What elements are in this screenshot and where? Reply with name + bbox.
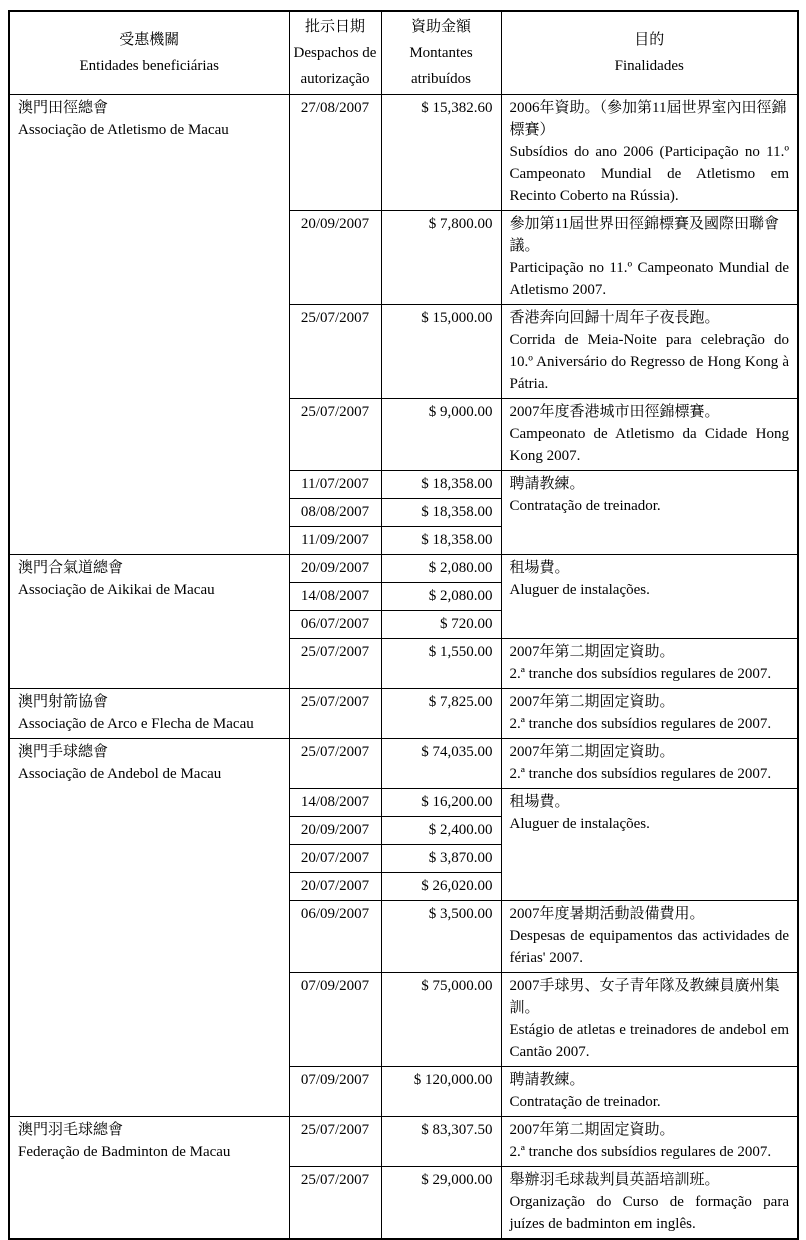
amount-cell: $ 16,200.00 [381, 789, 501, 817]
authorization-date-cell: 11/09/2007 [289, 527, 381, 555]
authorization-date-cell: 20/09/2007 [289, 211, 381, 305]
purpose-cell [501, 399, 798, 471]
header-purposes [501, 11, 798, 95]
table-header [9, 11, 798, 95]
header-entities [9, 11, 289, 95]
authorization-date-cell: 20/07/2007 [289, 873, 381, 901]
header-amounts-zh: 資助金額 [410, 19, 471, 35]
purpose-pt: 2.ª tranche dos subsídios regulares de 2007. [509, 716, 772, 732]
purpose-pt: Contratação de treinador. [509, 498, 661, 514]
authorization-date-cell: 07/09/2007 [289, 1067, 381, 1117]
purpose-pt: Subsídios do ano 2006 (Participação no 11.º Campeonato Mundial de Atletismo em Recinto Coberto na Rússia). [509, 144, 789, 204]
authorization-date-cell: 20/07/2007 [289, 845, 381, 873]
amount-cell: $ 18,358.00 [381, 471, 501, 499]
header-amounts-pt: Montantes atribuídos [409, 45, 473, 87]
purpose-pt: Corrida de Meia-Noite para celebração do 10.º Aniversário do Regresso de Hong Kong à Pátria. [509, 332, 789, 392]
authorization-date-cell: 25/07/2007 [289, 305, 381, 399]
purpose-zh: 2007年第二期固定資助。 [509, 694, 675, 710]
purpose-zh: 參加第11屆世界田徑錦標賽及國際田聯會議。 [509, 216, 779, 254]
purpose-cell [501, 1117, 798, 1167]
purpose-cell [501, 789, 798, 901]
purpose-zh: 舉辦羽毛球裁判員英語培訓班。 [509, 1172, 720, 1188]
purpose-cell [501, 639, 798, 689]
authorization-date-cell: 25/07/2007 [289, 689, 381, 739]
authorization-date-cell: 08/08/2007 [289, 499, 381, 527]
amount-cell: $ 15,000.00 [381, 305, 501, 399]
purpose-cell [501, 1067, 798, 1117]
entity-name-zh: 澳門田徑總會 [18, 100, 109, 116]
authorization-date-cell: 25/07/2007 [289, 1167, 381, 1240]
amount-cell: $ 83,307.50 [381, 1117, 501, 1167]
amount-cell: $ 120,000.00 [381, 1067, 501, 1117]
table-body [9, 95, 798, 1240]
purpose-pt: Aluguer de instalações. [509, 816, 650, 832]
purpose-zh: 2007年度暑期活動設備費用。 [509, 906, 705, 922]
authorization-date-cell: 11/07/2007 [289, 471, 381, 499]
purpose-pt: Despesas de equipamentos das actividades de férias' 2007. [509, 928, 789, 966]
entity-cell [9, 689, 289, 739]
purpose-zh: 2007手球男、女子青年隊及教練員廣州集訓。 [509, 978, 780, 1016]
entity-cell [9, 95, 289, 555]
grant-row [9, 95, 798, 211]
entity-name-zh: 澳門羽毛球總會 [18, 1122, 124, 1138]
authorization-date-cell: 14/08/2007 [289, 789, 381, 817]
purpose-cell [501, 211, 798, 305]
entity-cell [9, 555, 289, 689]
authorization-date-cell: 14/08/2007 [289, 583, 381, 611]
amount-cell: $ 2,080.00 [381, 583, 501, 611]
purpose-cell [501, 95, 798, 211]
purpose-zh: 2007年第二期固定資助。 [509, 644, 675, 660]
grant-row [9, 739, 798, 789]
purpose-zh: 聘請教練。 [509, 1072, 585, 1088]
amount-cell: $ 7,825.00 [381, 689, 501, 739]
amount-cell: $ 15,382.60 [381, 95, 501, 211]
authorization-date-cell: 25/07/2007 [289, 639, 381, 689]
entity-name-pt: Associação de Atletismo de Macau [18, 122, 229, 138]
header-dates [289, 11, 381, 95]
purpose-pt: Campeonato de Atletismo da Cidade Hong Kong 2007. [509, 426, 789, 464]
purpose-pt: Estágio de atletas e treinadores de andebol em Cantão 2007. [509, 1022, 789, 1060]
purpose-pt: Participação no 11.º Campeonato Mundial de Atletismo 2007. [509, 260, 789, 298]
entity-name-pt: Federação de Badminton de Macau [18, 1144, 231, 1160]
authorization-date-cell: 07/09/2007 [289, 973, 381, 1067]
purpose-zh: 2007年第二期固定資助。 [509, 1122, 675, 1138]
authorization-date-cell: 25/07/2007 [289, 1117, 381, 1167]
amount-cell: $ 3,500.00 [381, 901, 501, 973]
amount-cell: $ 18,358.00 [381, 527, 501, 555]
purpose-zh: 2007年度香港城市田徑錦標賽。 [509, 404, 720, 420]
entity-name-pt: Associação de Aikikai de Macau [18, 582, 215, 598]
entity-cell [9, 739, 289, 1117]
entity-name-pt: Associação de Andebol de Macau [18, 766, 222, 782]
purpose-zh: 2006年資助。（參加第11屆世界室內田徑錦標賽） [509, 100, 787, 138]
amount-cell: $ 18,358.00 [381, 499, 501, 527]
authorization-date-cell: 06/09/2007 [289, 901, 381, 973]
purpose-cell [501, 973, 798, 1067]
purpose-zh: 2007年第二期固定資助。 [509, 744, 675, 760]
header-entities-zh: 受惠機關 [119, 32, 180, 48]
grant-row [9, 555, 798, 583]
purpose-cell [501, 471, 798, 555]
amount-cell: $ 29,000.00 [381, 1167, 501, 1240]
purpose-zh: 香港奔向回歸十周年子夜長跑。 [509, 310, 720, 326]
authorization-date-cell: 27/08/2007 [289, 95, 381, 211]
purpose-pt: Contratação de treinador. [509, 1094, 661, 1110]
amount-cell: $ 75,000.00 [381, 973, 501, 1067]
purpose-cell [501, 739, 798, 789]
purpose-pt: 2.ª tranche dos subsídios regulares de 2007. [509, 766, 772, 782]
purpose-pt: 2.ª tranche dos subsídios regulares de 2007. [509, 666, 772, 682]
purpose-pt: 2.ª tranche dos subsídios regulares de 2007. [509, 1144, 772, 1160]
amount-cell: $ 74,035.00 [381, 739, 501, 789]
amount-cell: $ 2,080.00 [381, 555, 501, 583]
amount-cell: $ 7,800.00 [381, 211, 501, 305]
entity-name-pt: Associação de Arco e Flecha de Macau [18, 716, 254, 732]
authorization-date-cell: 06/07/2007 [289, 611, 381, 639]
header-purposes-pt: Finalidades [614, 58, 684, 74]
amount-cell: $ 9,000.00 [381, 399, 501, 471]
authorization-date-cell: 25/07/2007 [289, 739, 381, 789]
purpose-zh: 聘請教練。 [509, 476, 585, 492]
subsidies-table [8, 10, 799, 1240]
entity-name-zh: 澳門合氣道總會 [18, 560, 124, 576]
header-amounts [381, 11, 501, 95]
header-row [9, 11, 798, 95]
entity-name-zh: 澳門手球總會 [18, 744, 109, 760]
header-dates-pt: Despachos de autorização [293, 45, 377, 87]
entity-name-zh: 澳門射箭協會 [18, 694, 109, 710]
purpose-cell [501, 1167, 798, 1240]
amount-cell: $ 2,400.00 [381, 817, 501, 845]
header-purposes-zh: 目的 [634, 32, 665, 48]
purpose-cell [501, 555, 798, 639]
authorization-date-cell: 20/09/2007 [289, 555, 381, 583]
header-entities-pt: Entidades beneficiárias [79, 58, 220, 74]
authorization-date-cell: 20/09/2007 [289, 817, 381, 845]
purpose-zh: 租場費。 [509, 794, 570, 810]
amount-cell: $ 26,020.00 [381, 873, 501, 901]
purpose-pt: Organização do Curso de formação para juízes de badminton em inglês. [509, 1194, 789, 1232]
entity-cell [9, 1117, 289, 1240]
amount-cell: $ 1,550.00 [381, 639, 501, 689]
purpose-pt: Aluguer de instalações. [509, 582, 650, 598]
authorization-date-cell: 25/07/2007 [289, 399, 381, 471]
grant-row [9, 689, 798, 739]
purpose-cell [501, 305, 798, 399]
header-dates-zh: 批示日期 [304, 19, 365, 35]
grant-row [9, 1117, 798, 1167]
purpose-cell [501, 901, 798, 973]
purpose-cell [501, 689, 798, 739]
amount-cell: $ 3,870.00 [381, 845, 501, 873]
amount-cell: $ 720.00 [381, 611, 501, 639]
purpose-zh: 租場費。 [509, 560, 570, 576]
